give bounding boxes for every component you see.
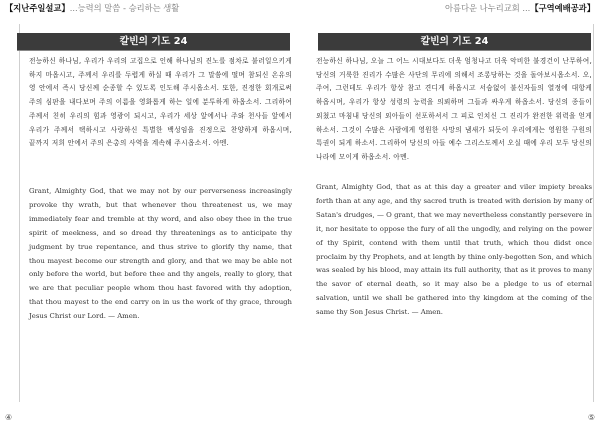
left-page-header xyxy=(5,2,295,15)
right-page-header xyxy=(305,2,595,15)
left-margin-line xyxy=(19,24,20,402)
left-prayer-title: 칼빈의 기도 24 xyxy=(17,33,290,50)
right-margin-line xyxy=(593,24,594,402)
left-korean-prayer: 전능하신 하나님, 우리가 우리의 고집으로 인해 하나님의 진노를 점차로 불러일으키게 하지 마옵시고, 주께서 우리를 두렵게 하실 때 우리가 그 말씀에 떨며 참되신 온유의 영 안에서 즉시 당신께 순종할 수 있도록 인도해 주시옵소서. 또한, 진정한 회개로써 주의 심판을 내다보며 주의 이름을 영화롭게 하는 일에 분투하게 하옵소서. 그리하여 주께서 친히 우리의 힘과 영광이 되시고, 우리가 세상 앞에서나 주와 천사들 앞에서 우리가 주께서 택하시고 사랑하신 특별한 백성임을 진정으로 찬양하게 하옵시며, 끝까지 저희 안에서 주의 은총의 사역을 계속해 주시옵소서. 아멘. xyxy=(29,57,292,148)
right-prayer-title: 칼빈의 기도 24 xyxy=(318,33,591,50)
right-header-subtitle: 아름다운 나누리교회 ... xyxy=(444,3,531,13)
right-english-prayer: Grant, Almighty God, that as at this day a greater and viler impiety breaks forth than at any age, and thy sacred truth is treated with derision by many of Satan's drudges, — O grant, that we may nevertheless constantly persevere in it, nor hesitate to oppose the fury of all the ungodly, and relying on the power of thy Spirit, contend with them until that truth, which thou didst once proclaim by thy Prophets, and at length by thine only-begotten Son, and which was sealed by his blood, may attain its full authority, that as it proves to many the savor of eternal death, so it may also be a pledge to us of eternal salvation, until we shall be gathered into thy kingdom at the coming of the same thy Son Jesus Christ. — Amen. xyxy=(316,183,592,317)
right-page xyxy=(300,0,600,424)
left-header-tag: 【지난주일설교】 xyxy=(5,3,70,13)
left-page-number: ④ xyxy=(5,413,13,422)
left-header-subtitle: ...능력의 말씀 - 승리하는 생활 xyxy=(69,3,180,13)
right-korean-prayer: 전능하신 하나님, 오늘 그 어느 시대보다도 더욱 엄청나고 더욱 악비한 불경건이 난무하여, 당신의 거룩한 진리가 수많은 사단의 무리에 의해서 조롱당하는 것을 돌아보시옵소서. 오, 주여, 그런데도 우리가 항상 참고 견디게 하옵시고 서슴없이 불신자들의 열정에 대항케 하옵시며, 우리가 항상 성령의 능력을 의뢰하며 그들과 싸우게 하옵소서. 당신의 종들이 외쳤고 마침내 당신의 외아들이 선포하셔서 그 피로 인치신 그 진리가 완전한 위력을 얻게 하소서. 그것이 수많은 사람에게 영원한 사망의 냄새가 되듯이 우리에게는 영원한 구원의 특권이 되게 하소서. 그리하여 당신의 아들 예수 그리스도께서 오실 때에 우리 모두 당신의 나라에 모이게 하옵소서. 아멘. xyxy=(316,57,592,161)
right-page-number: ⑤ xyxy=(587,413,595,422)
left-english-prayer: Grant, Almighty God, that we may not by our perverseness increasingly provoke thy wrath, but that whenever thou threatenest us, we may immediately fear and tremble at thy word, and also obey thee in the true spirit of meekness, and so dread thy threatenings as to anticipate thy judgment by true repentance, and thus strive to glorify thy name, that thou mayest become our strength and glory, and that we may be able not only before the world, but before thee and thy angels, really to glory, that we are that peculiar people whom thou hast favored with thy adoption, that thou mayest to the end carry on in us the work of thy grace, through Jesus Christ our Lord. — Amen. xyxy=(29,187,292,321)
right-header-tag: 【구역예배공과】 xyxy=(530,3,595,13)
